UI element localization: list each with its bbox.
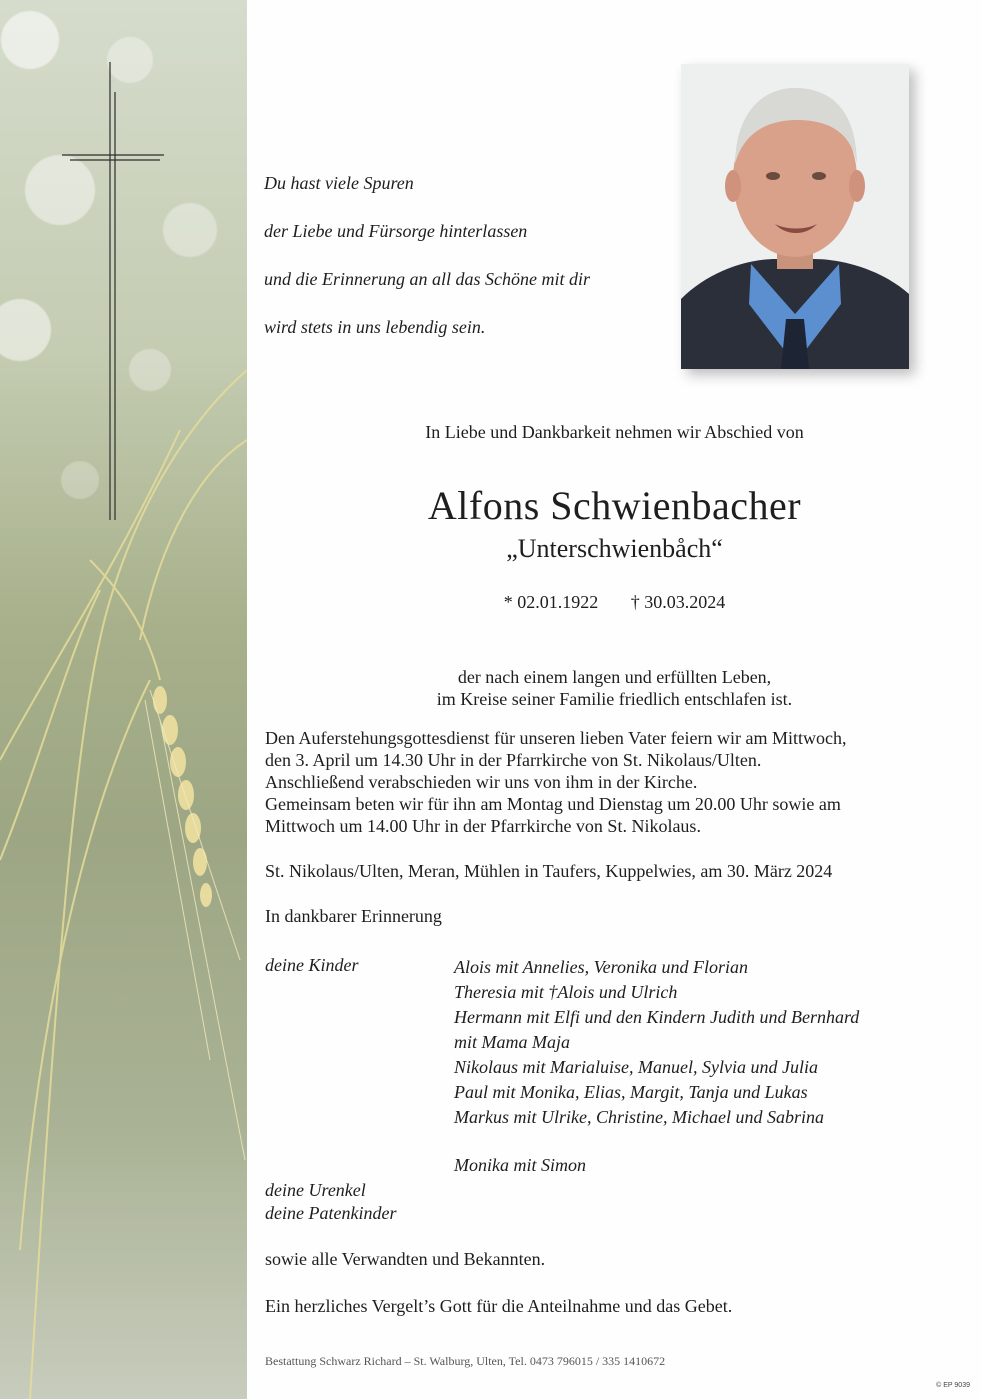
relatives-line: sowie alle Verwandten und Bekannten.	[265, 1249, 546, 1269]
obituary-content	[247, 0, 982, 1399]
print-code: © EP 9039	[936, 1382, 970, 1389]
family-line: Markus mit Ulrike, Christine, Michael und Sabrina	[454, 1107, 824, 1127]
poem-line: und die Erinnerung an all das Schöne mit dir	[264, 269, 590, 289]
funeral-home-footer: Bestattung Schwarz Richard – St. Walburg, Ulten, Tel. 0473 796015 / 335 1410672	[265, 1354, 666, 1368]
service-line: den 3. April um 14.30 Uhr in der Pfarrkirche von St. Nikolaus/Ulten.	[265, 750, 762, 770]
poem-line: wird stets in uns lebendig sein.	[264, 317, 486, 337]
service-details	[265, 727, 955, 837]
places-and-date: St. Nikolaus/Ulten, Meran, Mühlen in Taufers, Kuppelwies, am 30. März 2024	[265, 861, 833, 881]
children-label: deine Kinder	[265, 955, 359, 975]
deceased-name: Alfons Schwienbacher	[427, 483, 802, 528]
service-line: Den Auferstehungsgottesdienst für unseren lieben Vater feiern wir am Mittwoch,	[265, 728, 847, 748]
family-line: Nikolaus mit Marialuise, Manuel, Sylvia und Julia	[454, 1057, 818, 1077]
poem-line: Du hast viele Spuren	[264, 173, 414, 193]
family-line: Theresia mit †Alois und Ulrich	[454, 982, 678, 1002]
decorative-side-panel	[0, 0, 247, 1399]
service-line: Gemeinsam beten wir für ihn am Montag und Dienstag um 20.00 Uhr sowie am	[265, 794, 841, 814]
family-line: Hermann mit Elfi und den Kindern Judith und Bernhard	[454, 1007, 860, 1027]
thanks-line: Ein herzliches Vergelt’s Gott für die Anteilnahme und das Gebet.	[265, 1296, 733, 1316]
deceased-nickname: „Unterschwienbåch“	[506, 534, 723, 563]
service-line: Anschließend verabschieden wir uns von ihm in der Kirche.	[265, 772, 698, 792]
service-line: Mittwoch um 14.00 Uhr in der Pfarrkirche von St. Nikolaus.	[265, 816, 701, 836]
extra-family-line: Monika mit Simon	[454, 1155, 586, 1175]
passing-line: im Kreise seiner Familie friedlich entschlafen ist.	[436, 689, 793, 709]
children-list	[454, 955, 859, 1130]
family-line: mit Mama Maja	[454, 1032, 570, 1052]
wheat-and-cross-illustration	[0, 0, 247, 1399]
poem-line: der Liebe und Fürsorge hinterlassen	[264, 221, 528, 241]
family-line: Paul mit Monika, Elias, Margit, Tanja und Lukas	[454, 1082, 808, 1102]
wheat-ear-icon	[153, 686, 212, 907]
cross-icon	[62, 62, 164, 520]
life-dates	[247, 592, 982, 613]
family-line: Alois mit Annelies, Veronika und Florian	[454, 957, 748, 977]
death-date: † 30.03.2024	[630, 592, 726, 612]
farewell-intro: In Liebe und Dankbarkeit nehmen wir Abschied von	[425, 422, 804, 442]
portrait-photo	[681, 64, 909, 369]
remembrance-heading: In dankbarer Erinnerung	[265, 906, 442, 926]
great-grandchildren-label: deine Urenkel	[265, 1180, 366, 1200]
memorial-poem	[264, 147, 590, 363]
passing-line: der nach einem langen und erfüllten Leben,	[457, 667, 772, 687]
passing-text	[247, 666, 982, 710]
godchildren-label: deine Patenkinder	[265, 1203, 397, 1223]
birth-date: * 02.01.1922	[503, 592, 599, 612]
